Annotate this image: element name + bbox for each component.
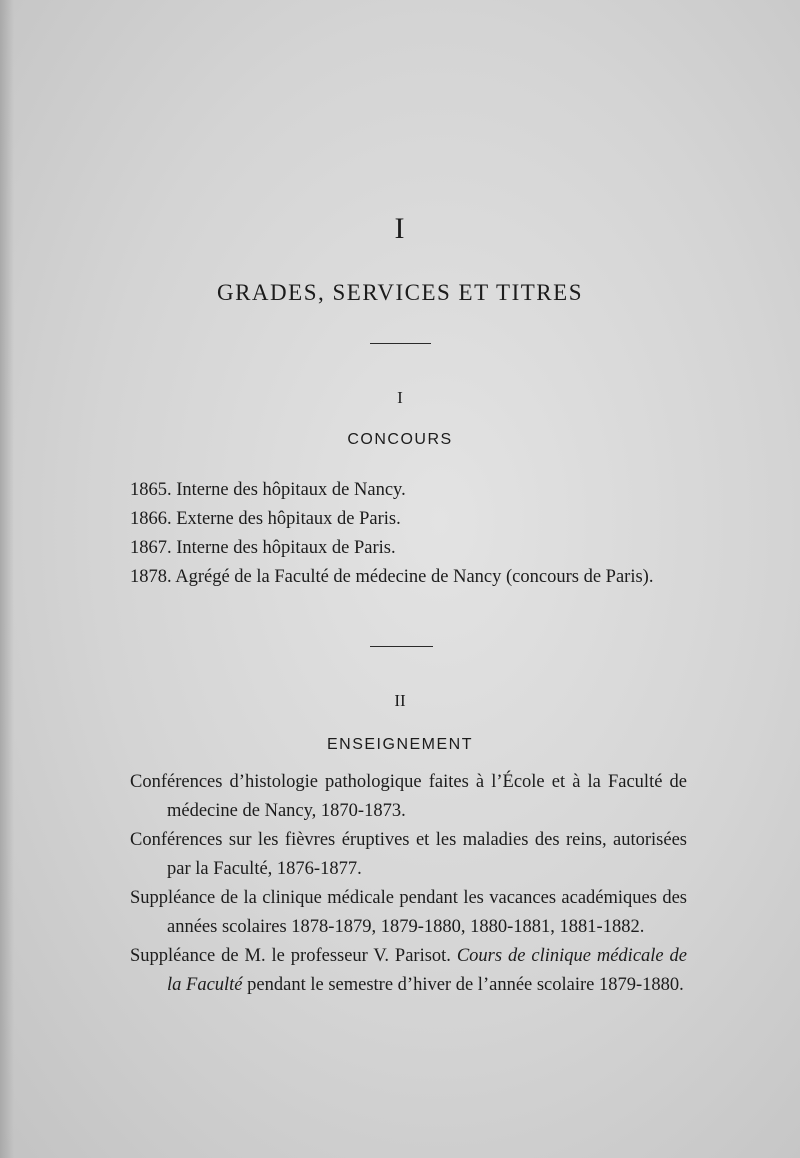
part-title: GRADES, SERVICES ET TITRES — [216, 280, 583, 305]
list-item: Conférences d’histologie pathologique faites à l’École et à la Faculté de médecine de Nancy, 1870-1873. — [130, 772, 687, 821]
list-item: Conférences sur les fièvres éruptives et les maladies des reins, autorisées par la Faculté, 1876-1877. — [130, 830, 687, 879]
entry-text: pendant le semestre d’hiver de l’année scolaire 1879-1880. — [242, 975, 684, 995]
section-divider — [370, 343, 431, 344]
entry-text: Suppléance de M. le professeur V. Parisot. — [130, 946, 457, 966]
list-item: 1867. Interne des hôpitaux de Paris. — [130, 538, 396, 558]
list-item: 1865. Interne des hôpitaux de Nancy. — [130, 480, 406, 500]
page-edge-shadow — [0, 0, 14, 1158]
list-item: 1866. Externe des hôpitaux de Paris. — [130, 509, 401, 529]
course-title: Cours de clinique médicale de la Faculté — [167, 946, 687, 995]
section-numeral-enseignement: II — [394, 691, 406, 710]
section-heading-enseignement: ENSEIGNEMENT — [326, 736, 473, 753]
concours-list — [130, 476, 685, 592]
list-item — [130, 942, 687, 1000]
section-divider — [370, 646, 433, 647]
section-heading-concours: CONCOURS — [347, 431, 453, 448]
part-numeral: I — [394, 212, 406, 245]
section-numeral-concours: I — [397, 388, 403, 407]
enseignement-list — [130, 768, 687, 1000]
list-item: 1878. Agrégé de la Faculté de médecine de Nancy (concours de Paris). — [130, 567, 654, 587]
list-item: Suppléance de la clinique médicale pendant les vacances académiques des années scolaires 1878-1879, 1879-1880, 1880-1881, 1881-1882. — [130, 888, 687, 937]
